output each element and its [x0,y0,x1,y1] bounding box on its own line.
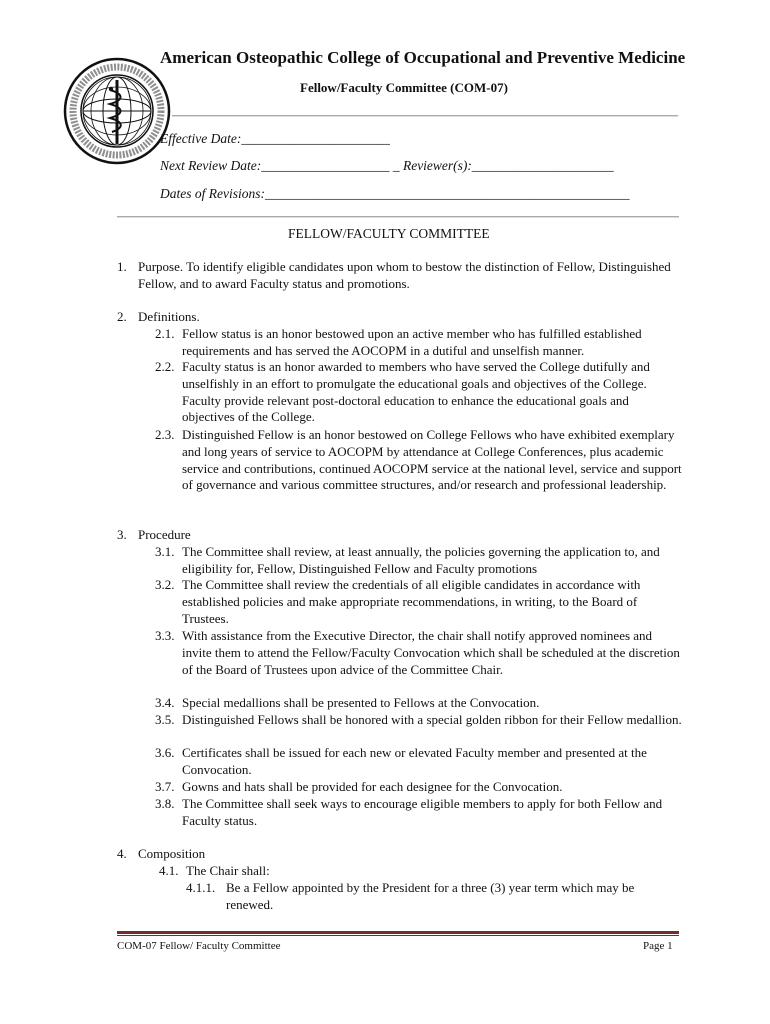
item-text: The Committee shall review the credentials of all eligible candidates in accordance with established policies and make appropriate recommendations, in writing, to the Board of Trustees. [182,577,641,626]
revisions-field: Dates of Revisions:______________________________________________________ [160,186,630,201]
meta-divider [117,216,679,218]
item-text: Faculty status is an honor awarded to members who have served the College dutifully and unselfishly in an effort to promulgate the educational goals and objectives of the College. Faculty provide relevant post-doctoral education to enhance the educational goals and objectives of the College. [182,359,650,425]
item-number: 3.7. [155,779,175,794]
section-heading: FELLOW/FACULTY COMMITTEE [288,226,490,241]
item-number: 4.1. [159,863,179,878]
item-text: Distinguished Fellow is an honor bestowed on College Fellows who have exhibited exemplary and long years of service to AOCOPM by attendance at College Conferences, plus academic service and contributions, continued AOCOPM service at the national level, service and support of governance and various committee structures, and/or research and professional leadership. [182,427,682,493]
section-text: Composition [138,846,206,861]
item-number: 3.3. [155,628,175,643]
item-text: Distinguished Fellows shall be honored with a special golden ribbon for their Fellow medallion. [182,712,682,727]
footer-divider [117,931,679,934]
item-number: 2.1. [155,326,175,341]
item-text: Be a Fellow appointed by the President for a three (3) year term which may be renewed. [226,880,635,912]
college-seal [62,56,172,166]
effective-date-field: Effective Date:______________________ [160,131,390,146]
section-text: Purpose. To identify eligible candidates upon whom to bestow the distinction of Fellow, Distinguished Fellow, and to award Faculty status and promotions. [138,259,671,291]
item-number: 3.8. [155,796,175,811]
footer-document-id: COM-07 Fellow/ Faculty Committee [117,940,281,952]
item-number: 3.6. [155,745,175,760]
page-number: Page 1 [643,940,673,952]
item-number: 4.1.1. [186,880,216,895]
item-number: 2.3. [155,427,175,442]
section-number: 2. [117,309,127,324]
item-text: The Committee shall review, at least annually, the policies governing the application to, and eligibility for, Fellow, Distinguished Fellow and Faculty promotions [182,544,660,576]
item-text: The Chair shall: [186,863,270,878]
header-divider [172,115,678,117]
item-text: Fellow status is an honor bestowed upon an active member who has fulfilled established requirements and has served the AOCOPM in a dutiful and unselfish manner. [182,326,642,358]
item-text: Gowns and hats shall be provided for each designee for the Convocation. [182,779,563,794]
item-text: Special medallions shall be presented to Fellows at the Convocation. [182,695,540,710]
section-number: 1. [117,259,127,274]
item-text: The Committee shall seek ways to encourage eligible members to apply for both Fellow and Faculty status. [182,796,663,828]
section-number: 4. [117,846,127,861]
item-number: 3.1. [155,544,175,559]
section-text: Definitions. [138,309,200,324]
item-text: With assistance from the Executive Director, the chair shall notify approved nominees and invite them to attend the Fellow/Faculty Convocation which shall be scheduled at the discretion of the Board of Trustees upon advice of the Committee Chair. [182,628,680,677]
document-title: American Osteopathic College of Occupational and Preventive Medicine [160,48,686,67]
item-number: 3.2. [155,577,175,592]
section-text: Procedure [138,527,191,542]
item-text: Certificates shall be issued for each new or elevated Faculty member and presented at the Convocation. [182,745,647,777]
item-number: 2.2. [155,359,175,374]
document-subtitle: Fellow/Faculty Committee (COM-07) [300,80,508,95]
item-number: 3.4. [155,695,175,710]
section-number: 3. [117,527,127,542]
next-review-field: Next Review Date:___________________ _ Reviewer(s):_____________________ [160,158,614,173]
item-number: 3.5. [155,712,175,727]
footer-divider-thin [117,935,679,936]
